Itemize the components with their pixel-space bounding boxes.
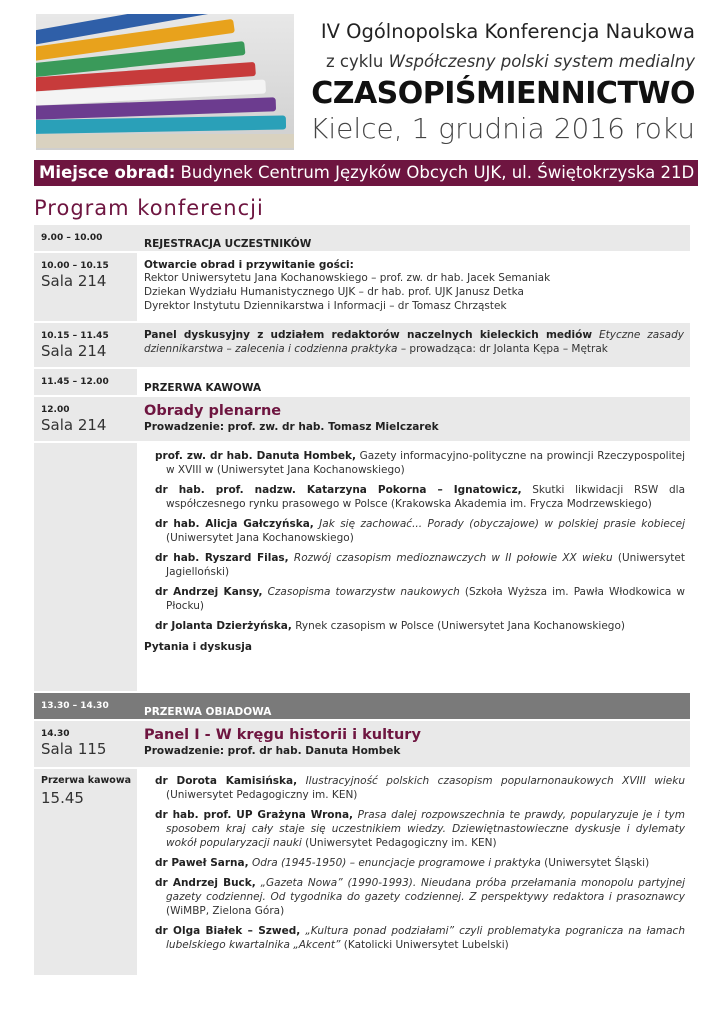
panel-one-talks <box>34 769 690 975</box>
session-chair: Prowadzenie: prof. dr hab. Danuta Hombek <box>144 745 401 757</box>
session-title: Obrady plenarne <box>144 403 282 419</box>
program-title: Program konferencji <box>34 196 264 220</box>
talk-item: dr hab. prof. UP Grażyna Wrona, Prasa dalej rozpowszechnia te prawdy, popularyzuje je i tym sposobem kraj cały staje się uczestnikiem wiedzy. Dziewiętnastowieczne dyskusje i dylematy wokół popularyzacji nauki (Uniwersytet Pedagogiczny im. KEN) <box>155 809 685 849</box>
talk-item: dr Olga Białek – Szwed, „Kultura ponad podziałami” czyli problematyka pogranicza na łamach lubelskiego kwartalnika „Akcent” (Katolicki Uniwersytet Lubelski) <box>155 925 685 951</box>
coffee-break-label: Przerwa kawowa <box>41 775 132 786</box>
row-time: 12.00 <box>41 405 70 415</box>
row-title: PRZERWA KAWOWA <box>144 382 262 394</box>
row-title: PRZERWA OBIADOWA <box>144 706 272 718</box>
talk-item: prof. zw. dr hab. Danuta Hombek, Gazety informacyjno-polityczne na prowincji Rzeczypospolitej w XVIII w (Uniwersytet Jana Kochanowskiego) <box>155 450 685 476</box>
talk-item: dr Paweł Sarna, Odra (1945-1950) – enuncjacje programowe i praktyka (Uniwersytet Śląski) <box>155 857 650 869</box>
conference-series: z cyklu Współczesny polski system medialny <box>326 52 695 71</box>
schedule-row-lunch-break <box>34 693 690 719</box>
session-title: Panel I - W kręgu historii i kultury <box>144 727 421 743</box>
talk-item: dr hab. Alicja Gałczyńska, Jak się zachować... Porady (obyczajowe) w polskiej prasie kobiecej (Uniwersytet Jana Kochanowskiego) <box>155 518 685 544</box>
row-time: 9.00 – 10.00 <box>41 233 103 243</box>
row-time: 10.15 – 11.45 <box>41 331 109 341</box>
row-time: 14.30 <box>41 729 70 739</box>
talk-item: dr Andrzej Kansy, Czasopisma towarzystw naukowych (Szkoła Wyższa im. Pawła Włodkowica w Płocku) <box>155 586 685 612</box>
conference-date: Kielce, 1 grudnia 2016 roku <box>310 112 695 145</box>
conference-title: IV Ogólnopolska Konferencja Naukowa <box>320 20 695 43</box>
row-time: 13.30 – 14.30 <box>41 701 109 711</box>
schedule-row-panel-one <box>34 721 690 767</box>
magazines-header-image <box>36 14 294 150</box>
questions-discussion: Pytania i dyskusja <box>144 641 252 653</box>
venue-bar: Miejsce obrad: Budynek Centrum Języków Obcych UJK, ul. Świętokrzyska 21D <box>34 160 698 186</box>
talk-item: dr Jolanta Dzierżyńska, Rynek czasopism w Polsce (Uniwersytet Jana Kochanowskiego) <box>155 620 625 632</box>
row-title: REJESTRACJA UCZESTNIKÓW <box>144 238 312 250</box>
conference-topic: CZASOPIŚMIENNICTWO <box>311 76 695 111</box>
row-title: Otwarcie obrad i przywitanie gości: <box>144 259 354 271</box>
coffee-break-time: 15.45 <box>41 789 84 807</box>
schedule-row-plenary <box>34 397 690 441</box>
schedule-row-registration <box>34 225 690 251</box>
speaker-line: Dziekan Wydziału Humanistycznego UJK – dr hab. prof. UJK Janusz Detka <box>144 286 524 298</box>
panel-description: Panel dyskusyjny z udziałem redaktorów naczelnych kieleckich mediów Etyczne zasady dziennikarstwa – zalecenia i codzienna praktyka – prowadząca: dr Jolanta Kępa – Mętrak <box>144 329 684 355</box>
session-chair: Prowadzenie: prof. zw. dr hab. Tomasz Mielczarek <box>144 421 439 433</box>
schedule-row-panel-discussion <box>34 323 690 367</box>
speaker-line: Rektor Uniwersytetu Jana Kochanowskiego – prof. zw. dr hab. Jacek Semaniak <box>144 272 551 284</box>
plenary-talks <box>34 443 690 691</box>
row-room: Sala 115 <box>41 740 107 758</box>
schedule-row-coffee-break <box>34 369 690 395</box>
row-time: 10.00 – 10.15 <box>41 261 109 271</box>
talk-item: dr hab. Ryszard Filas, Rozwój czasopism medioznawczych w II połowie XX wieku (Uniwersytet Jagielloński) <box>155 552 685 578</box>
speaker-line: Dyrektor Instytutu Dziennikarstwa i Informacji – dr Tomasz Chrząstek <box>144 300 507 312</box>
schedule-row-opening <box>34 253 690 321</box>
talk-item: dr Andrzej Buck, „Gazeta Nowa” (1990-1993). Nieudana próba przełamania monopolu partyjnej gazety codziennej. Od tygodnika do gazety codziennej. Z perspektywy redaktora i prasoznawcy (WiMBP, Zielona Góra) <box>155 877 685 917</box>
row-room: Sala 214 <box>41 342 107 360</box>
row-time: 11.45 – 12.00 <box>41 377 109 387</box>
row-room: Sala 214 <box>41 272 107 290</box>
row-room: Sala 214 <box>41 416 107 434</box>
talk-item: dr hab. prof. nadzw. Katarzyna Pokorna – Ignatowicz, Skutki likwidacji RSW dla współczesnego rynku prasowego w Polsce (Krakowska Akademia im. Frycza Modrzewskiego) <box>155 484 686 510</box>
talk-item: dr Dorota Kamisińska, Ilustracyjność polskich czasopism popularnonaukowych XVIII wieku (Uniwersytet Pedagogiczny im. KEN) <box>155 775 685 801</box>
